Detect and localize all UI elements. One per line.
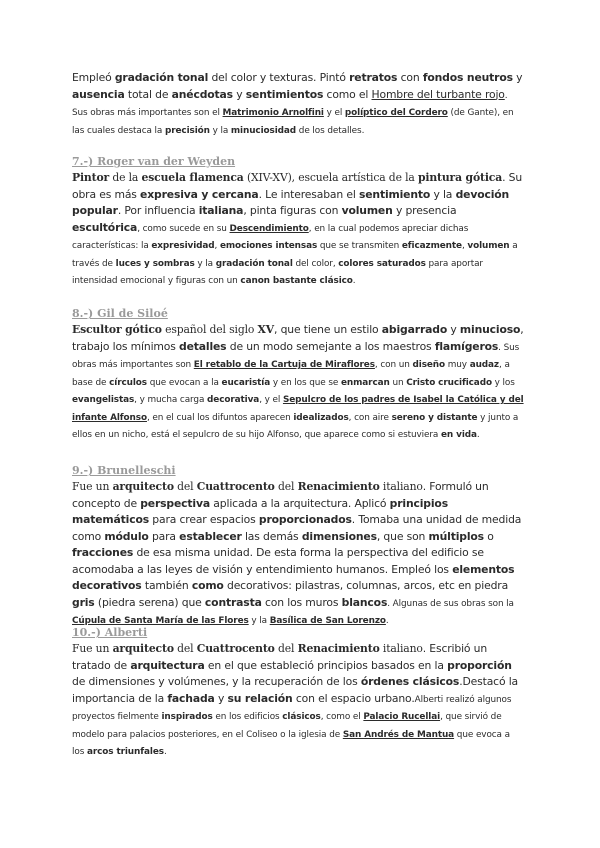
text-run: gradación tonal: [114, 71, 209, 84]
text-run: sentimientos: [245, 87, 324, 101]
section-9-paragraph: [72, 479, 524, 630]
text-run: del: [173, 642, 197, 655]
text-run: Pintor: [72, 171, 110, 184]
text-run: , trabajo los mínimos: [72, 323, 524, 353]
text-run: canon bastante clásico: [240, 276, 353, 286]
section-heading: 7.-) Roger van der Weyden: [72, 155, 236, 168]
text-run: volumen: [467, 241, 510, 251]
text-run: arquitectura: [130, 658, 205, 672]
text-run: total de: [124, 87, 172, 101]
text-run: escuela flamenca: [141, 171, 244, 184]
section-heading: 8.-) Gil de Siloé: [72, 307, 168, 320]
section-heading: 9.-) Brunelleschi: [72, 464, 176, 477]
text-run: Cuattrocento: [196, 480, 275, 493]
text-run: , que son: [376, 529, 429, 543]
text-run: políptico del Cordero: [344, 108, 448, 118]
text-run: su relación: [227, 691, 293, 705]
text-run: . Sus obras más importantes son el: [72, 90, 508, 118]
text-run: eficazmente: [401, 241, 462, 251]
text-run: eucaristía: [221, 377, 271, 388]
text-run: .: [385, 616, 389, 626]
intro-paragraph: [72, 70, 524, 139]
text-run: anécdotas: [171, 87, 233, 101]
text-run: . Formuló un concepto de: [72, 480, 489, 510]
text-run: Fue un: [72, 642, 113, 655]
text-run: dimensiones: [301, 529, 377, 543]
text-run: principios matemáticos: [72, 496, 448, 526]
text-run: aplicada a la arquitectura. Aplicó: [210, 496, 390, 510]
text-run: gris: [72, 595, 95, 609]
text-run: . Algunas de sus obras son la: [387, 598, 514, 609]
text-run: , pinta figuras con: [243, 204, 342, 217]
text-run: detalles: [179, 339, 227, 353]
section-text: [72, 641, 524, 761]
text-run: italiana: [198, 204, 244, 217]
text-run: Cúpula de Santa María de las Flores: [72, 616, 249, 626]
text-run: emociones intensas: [219, 241, 318, 251]
text-run: . Le interesaban el: [258, 187, 359, 201]
text-run: como el: [323, 87, 372, 101]
text-run: , como el: [320, 712, 364, 722]
text-run: del: [173, 480, 197, 493]
text-run: y la: [430, 187, 456, 201]
text-run: Matrimonio Arnolfini: [222, 108, 324, 118]
text-run: proporción: [447, 658, 512, 672]
text-run: y los: [491, 377, 515, 388]
text-run: italiano: [379, 642, 423, 655]
text-run: de dimensiones y volúmenes, y la recuperación de los: [72, 675, 361, 688]
section-8-paragraph: [72, 322, 524, 444]
text-run: diseño: [412, 360, 446, 370]
text-run: de esa misma unidad. De esta forma la perspectiva del edificio se acomodaba a las leyes de visión y entendimiento humanos. Empleó los: [72, 546, 484, 576]
text-run: (piedra serena) que: [94, 595, 205, 609]
text-run: audaz: [469, 360, 500, 370]
text-run: sereno y distante: [391, 412, 478, 423]
text-run: y junto a ellos en un nicho, está el sepulcro de su hijo Alfonso, que aparece como si estuviera: [72, 412, 519, 440]
text-run: colores saturados: [338, 258, 426, 269]
text-run: Cristo crucificado: [406, 377, 492, 388]
text-run: establecer: [179, 529, 242, 543]
text-run: San Andrés de Mantua: [342, 729, 455, 740]
text-run: XV: [257, 323, 274, 336]
text-run: , en la cual podemos apreciar dichas características: la: [72, 223, 469, 251]
text-run: y la: [194, 258, 216, 269]
text-run: de la: [109, 171, 142, 184]
text-run: y la: [209, 125, 231, 136]
text-run: clásicos: [282, 712, 321, 722]
text-run: inspirados: [161, 712, 213, 722]
text-run: expresiva y cercana: [140, 187, 259, 201]
text-run: que evoca a los: [72, 729, 510, 757]
text-run: del color,: [292, 258, 339, 269]
text-run: contrasta: [204, 595, 262, 609]
text-run: , en el cual los difuntos aparecen: [146, 412, 294, 423]
text-run: Basílica de San Lorenzo: [269, 616, 386, 626]
text-run: .: [163, 747, 167, 757]
text-run: (de Gante), en las cuales destaca la: [72, 108, 514, 136]
text-run: y en los que se: [270, 377, 341, 388]
section-text: [72, 170, 524, 290]
text-run: Empleó: [72, 71, 115, 84]
text-run: y la: [248, 616, 270, 626]
text-run: , y el: [259, 395, 283, 405]
text-run: ausencia: [72, 87, 125, 101]
text-run: , que tiene un estilo: [274, 323, 382, 336]
text-run: Renacimiento: [297, 480, 380, 493]
text-run: del: [274, 642, 298, 655]
intro-text: [72, 70, 524, 139]
text-run: expresividad: [151, 241, 215, 251]
text-run: con: [397, 71, 423, 84]
text-run: proporcionados: [258, 513, 352, 526]
text-run: .Destacó la importancia de la: [72, 675, 519, 705]
text-run: arcos triunfales: [86, 747, 164, 757]
text-run: que se transmiten: [317, 241, 402, 251]
text-run: minucioso: [459, 323, 521, 336]
text-run: y el: [323, 108, 345, 118]
text-run: como: [191, 579, 224, 592]
text-run: Descendimiento: [229, 223, 309, 234]
text-run: con los muros: [261, 595, 342, 609]
text-run: o: [483, 529, 494, 543]
text-run: fachada: [167, 691, 215, 705]
section-7-paragraph: [72, 170, 524, 290]
text-run: devoción popular: [72, 187, 510, 217]
section-10-paragraph: [72, 641, 524, 761]
text-run: para aportar intensidad emocional y figuras con un: [72, 258, 483, 286]
text-run: . Escribió un tratado de: [72, 642, 488, 672]
text-run: .: [352, 276, 356, 286]
text-run: arquitecto: [112, 642, 174, 655]
text-run: elementos decorativos: [72, 562, 515, 592]
text-run: y presencia: [392, 204, 457, 217]
text-run: El retablo de la Cartuja de Miraflores: [193, 360, 375, 370]
text-run: del: [274, 480, 298, 493]
text-run: decorativos: pilastras, columnas, arcos, etc en piedra: [223, 579, 509, 592]
text-run: volumen: [341, 204, 393, 217]
text-run: perspectiva: [140, 496, 211, 510]
section-heading: 10.-) Alberti: [72, 626, 148, 639]
text-run: muy: [445, 360, 470, 370]
text-run: sentimiento: [358, 187, 431, 201]
text-run: en los edificios: [212, 712, 283, 722]
text-run: , con aire: [348, 412, 392, 423]
text-run: módulo: [104, 529, 149, 543]
text-run: Escultor gótico: [72, 323, 162, 336]
text-run: decorativa: [207, 395, 260, 405]
text-run: y: [447, 323, 460, 336]
text-run: , que sirvió de modelo para palacios posteriores, en el Coliseo o la iglesia de: [72, 712, 502, 740]
text-run: blancos: [341, 595, 388, 609]
text-run: en vida: [441, 430, 477, 440]
text-run: pintura gótica: [417, 171, 503, 184]
text-run: Fue un: [72, 480, 113, 493]
text-run: de un modo semejante a los maestros: [226, 339, 435, 353]
text-run: . Por influencia: [117, 204, 199, 217]
text-run: para crear espacios: [149, 513, 259, 526]
text-run: órdenes clásicos: [360, 675, 460, 688]
text-run: múltiplos: [428, 529, 484, 543]
section-text: [72, 479, 524, 630]
text-run: que evocan a la: [146, 377, 222, 388]
text-run: un: [389, 377, 407, 388]
text-run: Palacio Rucellai: [363, 712, 441, 722]
text-run: y: [232, 87, 246, 101]
text-run: con el espacio urbano.: [292, 691, 415, 705]
text-run: Alberti realizó algunos proyectos fielmente: [72, 694, 512, 722]
text-run: y: [512, 71, 523, 84]
text-run: español del siglo: [161, 323, 258, 336]
text-run: del color y texturas. Pintó: [208, 71, 350, 84]
text-run: Renacimiento: [297, 642, 380, 655]
text-run: fondos neutros: [422, 71, 513, 84]
text-run: , a base de: [72, 360, 510, 388]
text-run: . Su obra es más: [72, 171, 523, 201]
text-run: .: [476, 430, 480, 440]
text-run: , y mucha carga: [134, 395, 208, 405]
text-run: italiano: [379, 480, 423, 493]
text-run: enmarcan: [341, 377, 390, 388]
text-run: fracciones: [72, 546, 134, 559]
text-run: luces y sombras: [115, 258, 195, 269]
text-run: idealizados: [293, 412, 349, 423]
text-run: abigarrado: [381, 323, 448, 336]
text-run: en el que estableció principios basados en la: [204, 658, 448, 672]
text-run: retratos: [349, 71, 398, 84]
text-run: arquitecto: [112, 480, 174, 493]
text-run: círculos: [109, 377, 147, 388]
text-run: (XIV-XV), escuela artística de la: [243, 171, 418, 184]
text-run: . Sus obras más importantes son: [72, 342, 520, 370]
text-run: evangelistas: [72, 395, 135, 405]
section-text: [72, 322, 524, 444]
text-run: minuciosidad: [230, 125, 297, 136]
text-run: , con un: [374, 360, 413, 370]
text-run: , como sucede en su: [137, 223, 230, 234]
text-run: Cuattrocento: [196, 642, 275, 655]
text-run: . Tomaba una unidad de medida como: [72, 513, 522, 543]
text-run: ,: [214, 241, 220, 251]
text-run: escultórica: [72, 220, 138, 234]
text-run: flamígeros: [434, 339, 499, 353]
text-run: también: [141, 579, 192, 592]
text-run: y: [214, 691, 228, 705]
text-run: Hombre del turbante rojo: [371, 87, 505, 101]
text-run: ,: [461, 241, 468, 251]
text-run: a través de: [72, 241, 518, 269]
text-run: precisión: [164, 125, 210, 136]
text-run: gradación tonal: [215, 258, 293, 269]
text-run: de los detalles.: [296, 125, 365, 136]
text-run: para: [148, 529, 180, 543]
text-run: Sepulcro de los padres de Isabel la Católica y del infante Alfonso: [72, 395, 524, 423]
text-run: las demás: [241, 529, 302, 543]
